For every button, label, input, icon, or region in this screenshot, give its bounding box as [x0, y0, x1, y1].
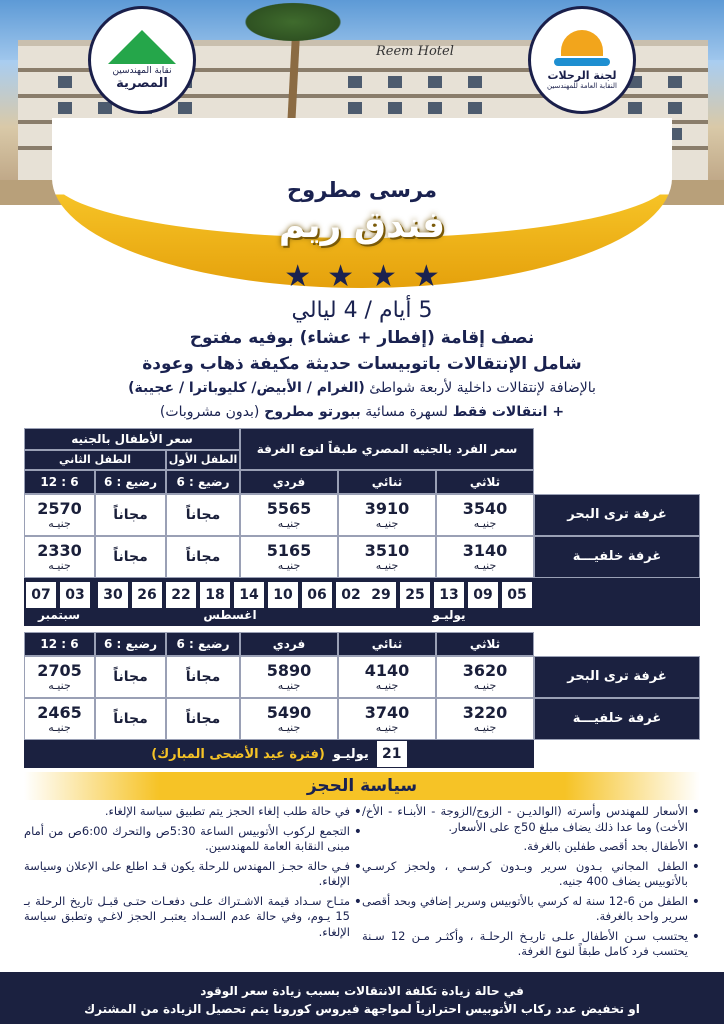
row-sea-view: غرفة ترى البحر: [534, 656, 700, 698]
eid-month: يوليـو: [332, 746, 369, 762]
free-cell: مجاناً: [166, 536, 240, 578]
date-box: 06: [302, 582, 332, 608]
col-infant: رضيع : 6: [95, 632, 166, 656]
row-back-view: غرفة خلفيـــة: [534, 698, 700, 740]
date-box: 29: [366, 582, 396, 608]
date-box: 09: [468, 582, 498, 608]
star-icon: ★: [412, 259, 440, 294]
col-infant: رضيع : 6: [95, 470, 166, 494]
policy-list-left: [24, 804, 362, 944]
date-box: 13: [434, 582, 464, 608]
col-single: فردي: [240, 632, 338, 656]
star-rating: [0, 259, 724, 294]
free-cell: مجاناً: [95, 698, 166, 740]
dates-september: [24, 580, 92, 610]
date-box: 21: [377, 741, 407, 767]
dates-august: [96, 580, 368, 610]
palm-leaves: [238, 0, 348, 44]
price-cell: 3740 جنيـه: [338, 698, 436, 740]
price-cell: 2330 جنيـه: [24, 536, 95, 578]
board-basis: نصف إقامة (إفطار + عشاء) بوفيه مفتوح: [189, 328, 535, 348]
policy-item: • الأطفال بحد أقصى طفلين بالغرفة.: [362, 839, 700, 855]
col-6-12: 6 : 12: [24, 632, 95, 656]
price-cell: 2570 جنيـه: [24, 494, 95, 536]
policy-item: • التجمع لركوب الأتوبيس الساعة 5:30ص والتحرك 6:00ص من أمام مبنى النقابة العامة للمهندسين.: [24, 824, 362, 855]
free-cell: مجاناً: [166, 656, 240, 698]
policy-item: • متـاح سـداد قيمة الاشـتراك علـى دفعـات حتـى قبـل تاريخ الرحلة بـ 15 يـوم، وفي حالة عدم السـداد يعتبـر الحجز لاغـي وتطبق سياسة الإلغاء.: [24, 894, 362, 941]
price-cell: 5165 جنيـه: [240, 536, 338, 578]
price-cell: 5890 جنيـه: [240, 656, 338, 698]
col-triple: ثلاثي: [436, 470, 534, 494]
date-box: 22: [166, 582, 196, 608]
star-icon: ★: [370, 259, 397, 294]
price-cell: 3540 جنيـه: [436, 494, 534, 536]
date-box: 10: [268, 582, 298, 608]
month-august: اغسطس: [203, 608, 257, 622]
date-box: 25: [400, 582, 430, 608]
price-cell: 3510 جنيـه: [338, 536, 436, 578]
row-sea-view: غرفة ترى البحر: [534, 494, 700, 536]
child-price-header: سعر الأطفال بالجنيه: [24, 428, 240, 450]
col-triple: ثلاثي: [436, 632, 534, 656]
sun-icon: [561, 30, 603, 56]
price-cell: 2465 جنيـه: [24, 698, 95, 740]
free-cell: مجاناً: [95, 494, 166, 536]
hotel-sign: Reem Hotel: [376, 44, 454, 59]
col-double: ثنائي: [338, 632, 436, 656]
free-cell: مجاناً: [166, 698, 240, 740]
trips-committee-logo: لجنة الرحلات النقابة العامة للمهندسين: [528, 6, 636, 114]
child2-header: الطفل الثاني: [24, 450, 166, 470]
policy-item: • في حالة طلب إلغاء الحجز يتم تطبيق سياسة الإلغاء.: [24, 804, 362, 820]
footer-line: او تخفيض عدد ركاب الأتوبيس احترازياً لمواجهة فيروس كورونا يتم تحصيل الزيادة من المشترك: [84, 1002, 640, 1016]
price-cell: 4140 جنيـه: [338, 656, 436, 698]
col-infant: رضيع : 6: [166, 470, 240, 494]
free-cell: مجاناً: [166, 494, 240, 536]
destination: مرسى مطروح: [287, 178, 437, 202]
hotel-name: فندق ريم: [278, 205, 446, 246]
policy-item: • يحتسب سـن الأطفال علـى تاريـخ الرحلـة ، وأكثـر مـن 12 سـنة يحتسب فرد كامل طبقاً لنوع الغرفة.: [362, 929, 700, 960]
col-6-12: 6 : 12: [24, 470, 95, 494]
star-icon: ★: [327, 259, 354, 294]
col-infant: رضيع : 6: [166, 632, 240, 656]
child1-header: الطفل الأول: [166, 450, 240, 470]
date-box: 02: [336, 582, 366, 608]
date-box: 18: [200, 582, 230, 608]
wave-icon: [554, 58, 610, 66]
eid-note: (فترة عيد الأضحى المبارك): [151, 746, 325, 762]
month-september: سبتمبر: [37, 608, 80, 622]
free-cell: مجاناً: [95, 536, 166, 578]
policy-item: • الطفل المجاني بـدون سرير وبـدون كرسـي ، ولحجز كرسـي بالأتوبيس يضاف 400 جنيه.: [362, 859, 700, 890]
policy-list-right: [362, 804, 700, 964]
date-box: 03: [60, 582, 90, 608]
price-cell: 5490 جنيـه: [240, 698, 338, 740]
price-cell: 3910 جنيـه: [338, 494, 436, 536]
month-july: يوليـو: [432, 608, 466, 622]
star-icon: ★: [284, 259, 312, 294]
footer-line: في حالة زيادة تكلفة الانتقالات بسبب زيادة سعر الوقود: [200, 984, 524, 998]
policy-item: • الأسعار للمهندس وأسرته (الوالديـن - الزوج/الزوجة - الأبنـاء - الأخ/الأخت) وما عدا ذلك يضاف مبلغ 50ج على الأسعار.: [362, 804, 700, 835]
free-cell: مجاناً: [95, 656, 166, 698]
col-double: ثنائي: [338, 470, 436, 494]
dates-july: [364, 580, 534, 610]
duration: 5 أيام / 4 ليالي: [291, 298, 433, 323]
beaches-note: بالإضافة لإنتقالات داخلية لأربعة شواطئ (الغرام / الأبيض/ كليوباترا / عجيبة): [128, 380, 596, 396]
col-single: فردي: [240, 470, 338, 494]
price-cell: 5565 جنيـه: [240, 494, 338, 536]
transport-note: شامل الإنتقالات باتوبيسات حديثة مكيفة ذهاب وعودة: [142, 354, 582, 374]
row-back-view: غرفة خلفيـــة: [534, 536, 700, 578]
price-cell: 2705 جنيـه: [24, 656, 95, 698]
night-out-note: + انتقالات فقط لسهرة مسائية ببورتو مطروح (بدون مشروبات): [159, 404, 565, 420]
price-cell: 3620 جنيـه: [436, 656, 534, 698]
date-box: 14: [234, 582, 264, 608]
date-box: 26: [132, 582, 162, 608]
engineers-syndicate-logo: نقابة المهندسين المصرية: [88, 6, 196, 114]
policy-title: سياسة الحجز: [24, 772, 700, 800]
triangle-icon: [108, 30, 176, 64]
price-cell: 3220 جنيـه: [436, 698, 534, 740]
footer-notice: [0, 972, 724, 1024]
adult-price-header: سعر الفرد بالجنيه المصري طبقاً لنوع الغرفة: [240, 428, 534, 470]
policy-item: • الطفل من 6-12 سنة له كرسي بالأتوبيس وسرير إضافي وبحد أقصى سرير واحد بالغرفة.: [362, 894, 700, 925]
policy-item: • فـي حالة حجـز المهندس للرحلة يكون قـد اطلع على الإعلان وسياسة الإلغاء.: [24, 859, 362, 890]
date-box: 05: [502, 582, 532, 608]
eid-period-strip: [24, 740, 534, 768]
date-box: 07: [26, 582, 56, 608]
date-box: 30: [98, 582, 128, 608]
price-cell: 3140 جنيـه: [436, 536, 534, 578]
